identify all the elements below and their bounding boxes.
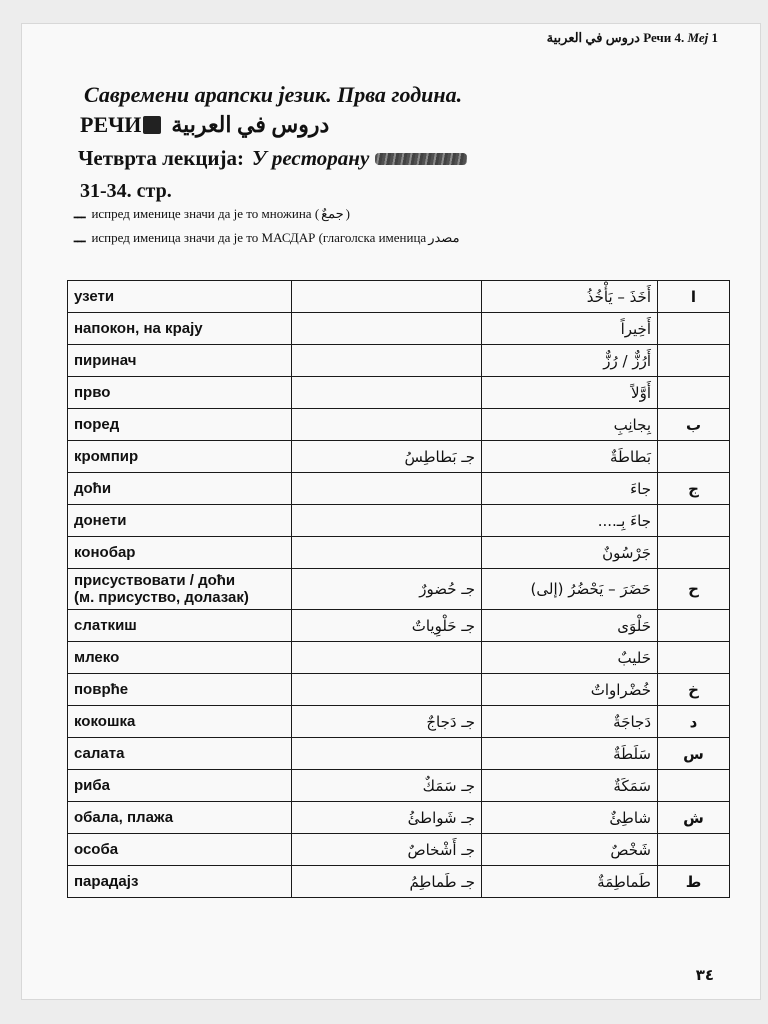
table-row	[68, 802, 730, 834]
arabic-cell: خُضْراواتٌ	[482, 674, 658, 706]
arabic-cell: شَخْصٌ	[482, 834, 658, 866]
arabic-cell: طَماطِمَةٌ	[482, 866, 658, 898]
words-heading	[80, 112, 329, 138]
table-row	[68, 537, 730, 569]
note-arabic: جمعٌ	[321, 206, 344, 221]
serbian-cell: доћи	[68, 473, 292, 505]
letter-cell	[658, 834, 730, 866]
lesson-topic: У ресторану	[252, 146, 370, 170]
page-range: 31-34. стр.	[80, 180, 172, 202]
table-row	[68, 674, 730, 706]
table-row	[68, 441, 730, 473]
vocabulary-table-body	[68, 281, 730, 898]
letter-cell: س	[658, 738, 730, 770]
arabic-cell: سَلَطَةٌ	[482, 738, 658, 770]
arabic-cell: سَمَكَةٌ	[482, 770, 658, 802]
table-row	[68, 409, 730, 441]
table-row	[68, 345, 730, 377]
plural-cell: جـ أَشْخاصٌ	[292, 834, 482, 866]
letter-cell	[658, 377, 730, 409]
arabic-cell: جاءَ بِـ....	[482, 505, 658, 537]
vocabulary-table	[67, 280, 730, 898]
note-plural	[74, 206, 350, 222]
serbian-cell: поред	[68, 409, 292, 441]
serbian-cell: обала, плажа	[68, 802, 292, 834]
plural-cell	[292, 473, 482, 505]
letter-cell: ح	[658, 569, 730, 610]
letter-cell	[658, 345, 730, 377]
plural-cell	[292, 313, 482, 345]
plural-cell: جـ شَواطئُ	[292, 802, 482, 834]
serbian-cell: узети	[68, 281, 292, 313]
plural-cell	[292, 409, 482, 441]
table-row	[68, 505, 730, 537]
serbian-cell: риба	[68, 770, 292, 802]
page-number: ٣٤	[695, 966, 714, 984]
corner-header	[547, 30, 718, 46]
letter-cell: ب	[658, 409, 730, 441]
table-row	[68, 642, 730, 674]
serbian-cell: кокошка	[68, 706, 292, 738]
arabic-cell: حَضَرَ – يَحْضُرُ (إلى)	[482, 569, 658, 610]
arabic-cell: أَخِيراً	[482, 313, 658, 345]
serbian-cell: млеко	[68, 642, 292, 674]
plural-cell	[292, 281, 482, 313]
note-text: испред именица значи да је то МАСДАР (глаголска именица	[91, 230, 427, 245]
lesson-heading	[78, 146, 467, 171]
corner-header-number: 1	[711, 30, 718, 45]
corner-header-month: Меј	[687, 30, 709, 45]
plural-cell	[292, 505, 482, 537]
arabic-cell: أَخَذَ – يَأْخُذُ	[482, 281, 658, 313]
letter-cell: د	[658, 706, 730, 738]
serbian-cell: прво	[68, 377, 292, 409]
table-row	[68, 377, 730, 409]
table-row	[68, 473, 730, 505]
note-arabic: مصدر	[428, 230, 460, 245]
table-row	[68, 281, 730, 313]
plural-cell	[292, 537, 482, 569]
plural-cell: جـ دَجاجٌ	[292, 706, 482, 738]
arabic-cell: حَلْوَى	[482, 610, 658, 642]
letter-cell	[658, 441, 730, 473]
plural-cell	[292, 738, 482, 770]
page-title: Савремени арапски језик. Прва година.	[84, 82, 463, 107]
serbian-cell: поврће	[68, 674, 292, 706]
table-row	[68, 866, 730, 898]
arabic-cell: بِجانِبِ	[482, 409, 658, 441]
corner-header-serbian: Речи 4.	[643, 30, 685, 45]
serbian-cell: парадајз	[68, 866, 292, 898]
plural-cell	[292, 674, 482, 706]
serbian-cell: напокон, на крају	[68, 313, 292, 345]
arrow-icon: ـــ	[74, 230, 86, 245]
table-row	[68, 834, 730, 866]
note-text: испред именице значи да је то множина (	[91, 206, 320, 221]
note-masdar	[74, 230, 462, 246]
plural-cell: جـ سَمَكٌ	[292, 770, 482, 802]
letter-cell	[658, 505, 730, 537]
letter-cell: ش	[658, 802, 730, 834]
words-label: РЕЧИ	[80, 112, 142, 137]
serbian-cell: салата	[68, 738, 292, 770]
arabic-cell: جاءَ	[482, 473, 658, 505]
ink-blot	[143, 116, 161, 134]
corner-header-arabic: دروس في العربية	[546, 30, 640, 45]
note-end: )	[345, 206, 350, 221]
plural-cell: جـ طَماطِمُ	[292, 866, 482, 898]
serbian-cell: особа	[68, 834, 292, 866]
plural-cell: جـ حَلْوِياتٌ	[292, 610, 482, 642]
scribbled-out-text	[375, 153, 467, 165]
plural-cell	[292, 377, 482, 409]
table-row	[68, 770, 730, 802]
table-row	[68, 313, 730, 345]
arabic-cell: بَطاطَةٌ	[482, 441, 658, 473]
arabic-cell: أَوَّلاً	[482, 377, 658, 409]
serbian-cell: присуствовати / доћи (м. присуство, долазак)	[68, 569, 292, 610]
letter-cell	[658, 537, 730, 569]
letter-cell: خ	[658, 674, 730, 706]
plural-cell	[292, 642, 482, 674]
plural-cell: جـ بَطاطِسُ	[292, 441, 482, 473]
arabic-cell: جَرْسُونٌ	[482, 537, 658, 569]
letter-cell: ا	[658, 281, 730, 313]
letter-cell	[658, 610, 730, 642]
table-row	[68, 738, 730, 770]
serbian-cell: пиринач	[68, 345, 292, 377]
serbian-cell: конобар	[68, 537, 292, 569]
plural-cell	[292, 345, 482, 377]
lesson-label: Четврта лекција:	[78, 146, 245, 170]
serbian-cell: донети	[68, 505, 292, 537]
table-row	[68, 706, 730, 738]
table-row	[68, 610, 730, 642]
letter-cell	[658, 642, 730, 674]
serbian-cell: слаткиш	[68, 610, 292, 642]
words-arabic: دروس في العربية	[171, 112, 330, 137]
letter-cell	[658, 770, 730, 802]
serbian-cell: кромпир	[68, 441, 292, 473]
letter-cell	[658, 313, 730, 345]
plural-cell: جـ حُضورٌ	[292, 569, 482, 610]
letter-cell: ط	[658, 866, 730, 898]
table-row	[68, 569, 730, 610]
arabic-cell: شاطِئٌ	[482, 802, 658, 834]
arrow-icon: ـــ	[74, 206, 86, 221]
letter-cell: ج	[658, 473, 730, 505]
arabic-cell: أَرُزٌّ / رُزٌّ	[482, 345, 658, 377]
arabic-cell: دَجاجَةٌ	[482, 706, 658, 738]
arabic-cell: حَليبٌ	[482, 642, 658, 674]
